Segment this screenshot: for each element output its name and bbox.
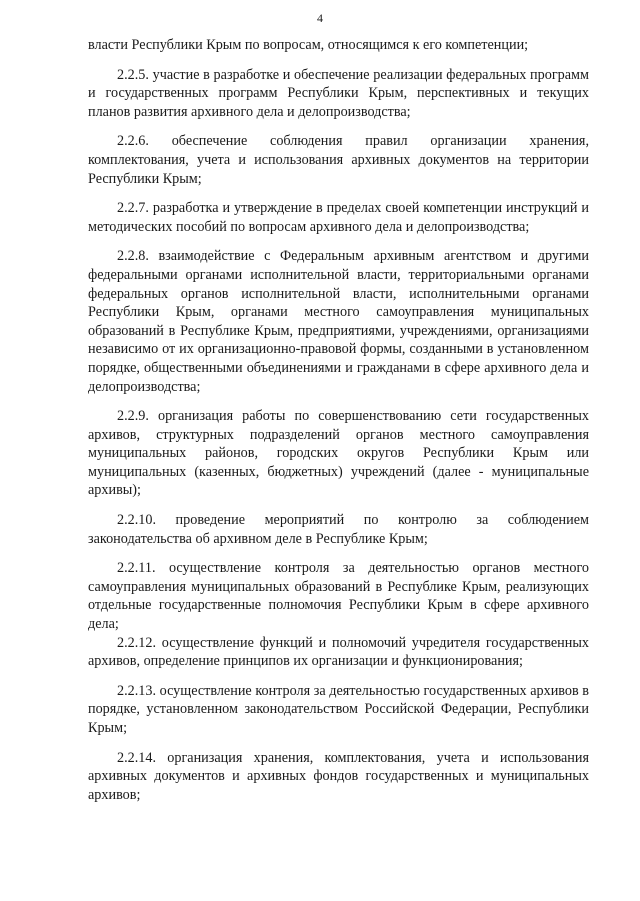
paragraph-2-2-9: 2.2.9. организация работы по совершенствованию сети государственных архивов, структурных подразделений органов местного самоуправления муниципальных районов, городских округов Республики Крым или муниципальных (казенных, бюджетных) учреждений (далее - муниципальные архивы);	[88, 408, 589, 499]
paragraph-2-2-7: 2.2.7. разработка и утверждение в пределах своей компетенции инструкций и методических пособий по вопросам архивного дела и делопроизводства;	[88, 200, 589, 235]
paragraph-2-2-13: 2.2.13. осуществление контроля за деятельностью государственных архивов в порядке, установленном законодательством Российской Федерации, Республики Крым;	[88, 682, 589, 736]
paragraph-continuation: власти Республики Крым по вопросам, относящимся к его компетенции;	[88, 37, 529, 53]
paragraph-2-2-6: 2.2.6. обеспечение соблюдения правил организации хранения, комплектования, учета и использования архивных документов на территории Республики Крым;	[88, 133, 589, 187]
paragraph-2-2-5: 2.2.5. участие в разработке и обеспечение реализации федеральных программ и государственных программ Республики Крым, перспективных и текущих планов развития архивного дела и делопроизводства;	[88, 66, 589, 120]
paragraph-2-2-14: 2.2.14. организация хранения, комплектования, учета и использования архивных документов и архивных фондов государственных и муниципальных архивов;	[88, 749, 589, 803]
paragraph-2-2-11: 2.2.11. осуществление контроля за деятельностью органов местного самоуправления муниципальных образований в Республике Крым, реализующих отдельные государственные полномочия Республики Крым в сфере архивного дела;	[88, 560, 589, 633]
paragraph-2-2-10: 2.2.10. проведение мероприятий по контролю за соблюдением законодательства об архивном деле в Республике Крым;	[88, 512, 589, 547]
page-number: 4	[317, 11, 323, 25]
paragraph-2-2-12: 2.2.12. осуществление функций и полномочий учредителя государственных архивов, определение принципов их организации и функционирования;	[88, 634, 589, 670]
paragraph-2-2-8: 2.2.8. взаимодействие с Федеральным архивным агентством и другими федеральными органами исполнительной власти, территориальными органами федеральных органов исполнительной власти, исполнительными органами Республики Крым, органами местного самоуправления муниципальных образований в Республике Крым, предприятиями, учреждениями, организациями независимо от их организационно-правовой формы, созданными в установленном порядке, общественными объединениями и гражданами в сфере архивного дела и делопроизводства;	[88, 248, 589, 395]
document-body	[88, 36, 589, 815]
